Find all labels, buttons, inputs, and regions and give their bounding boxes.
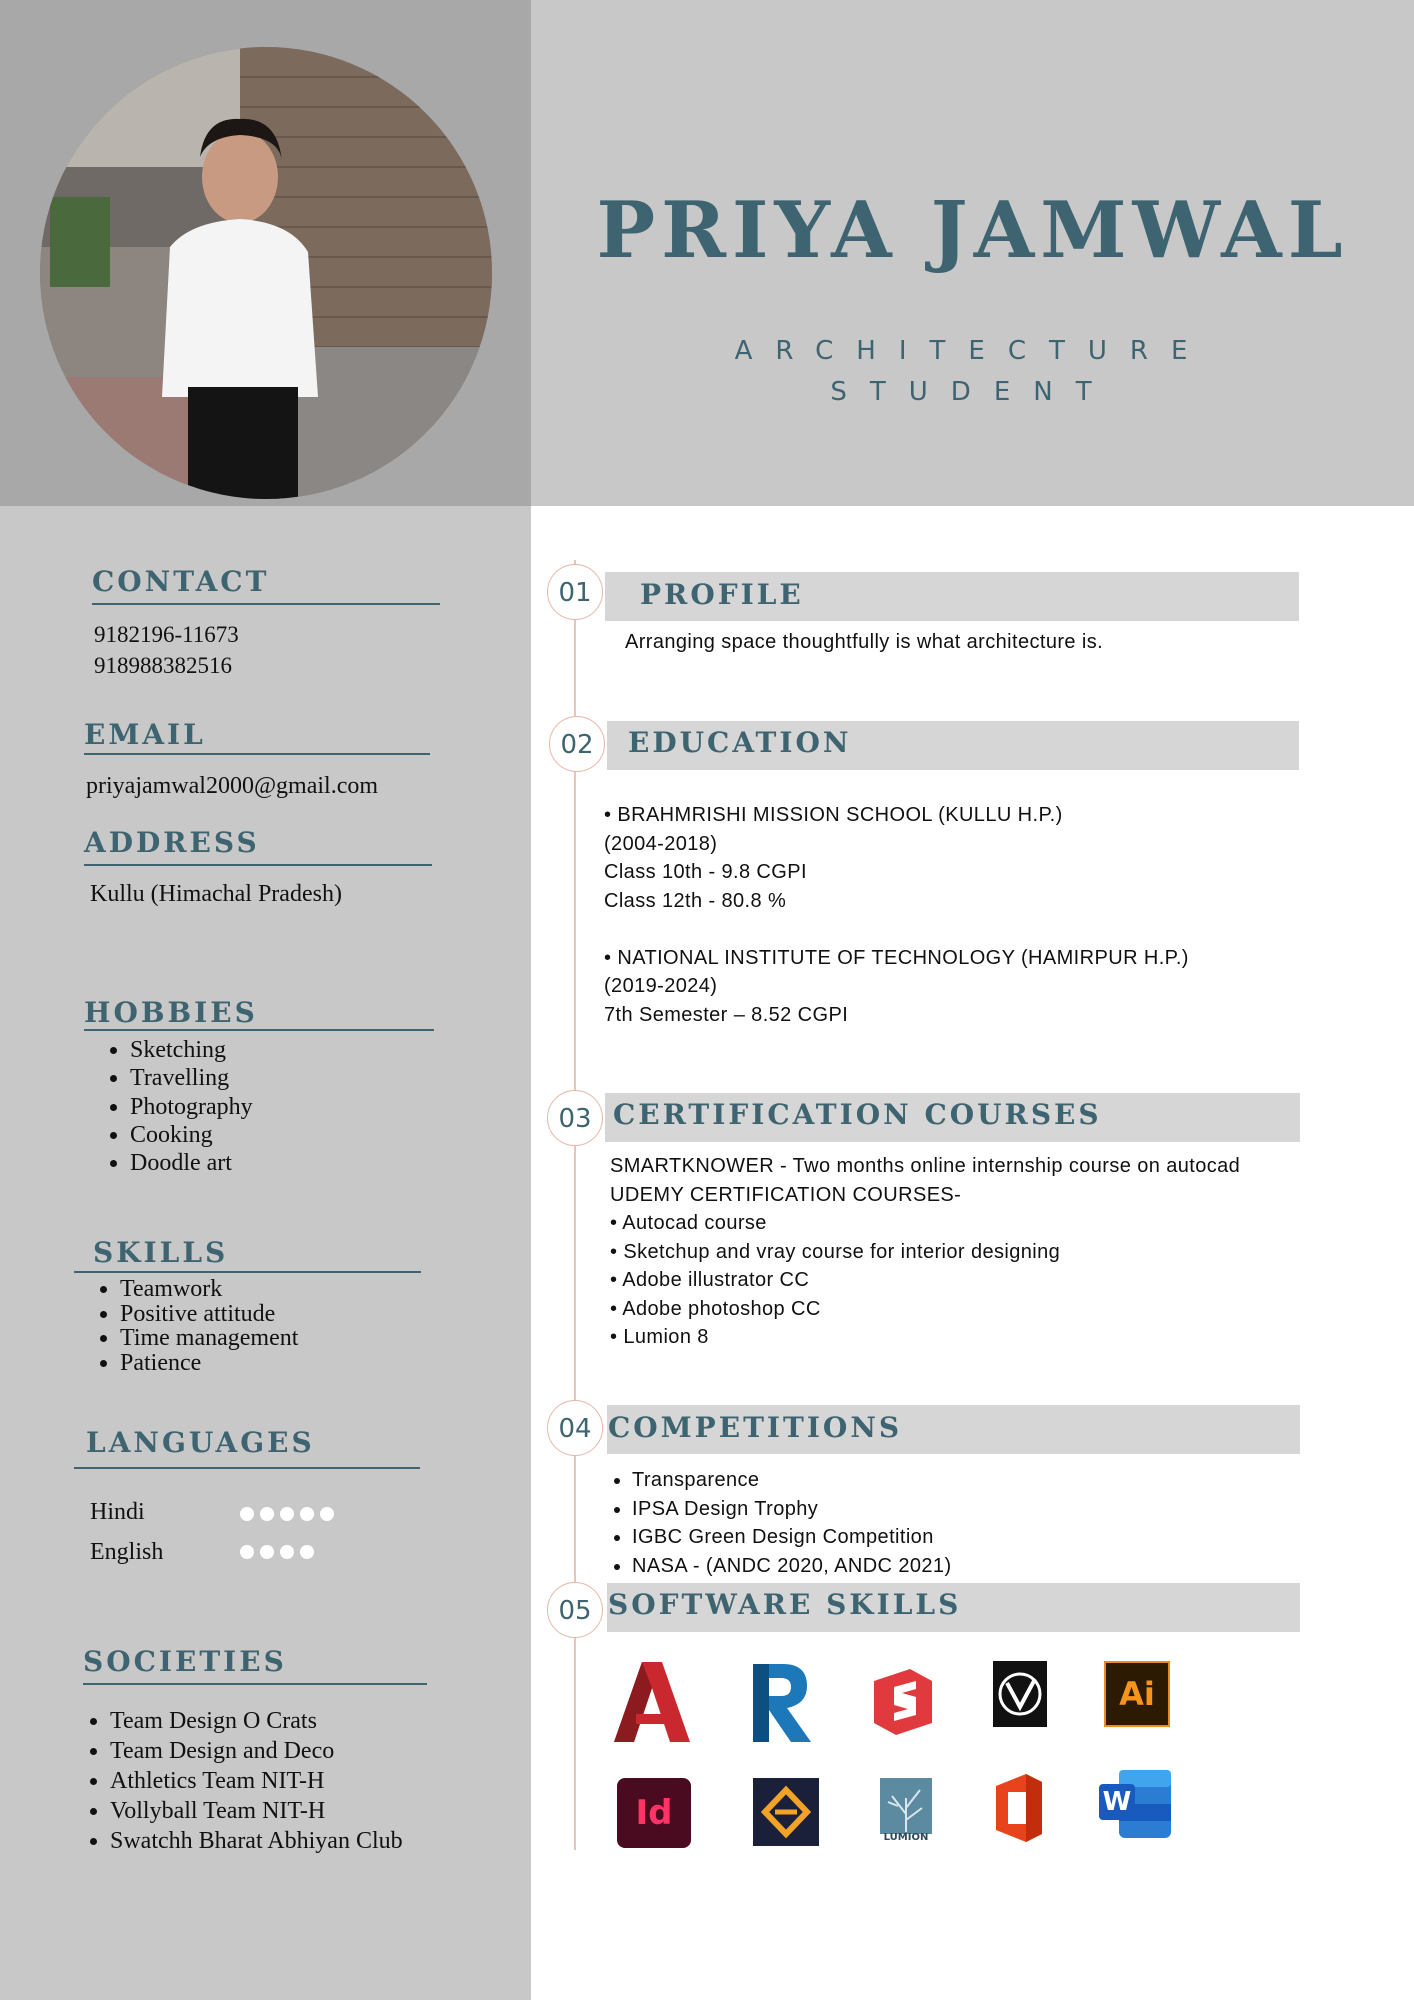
rating-dot <box>240 1545 254 1559</box>
education-line: (2004-2018) <box>604 832 718 855</box>
list-item: • Patience <box>120 1351 298 1376</box>
language-rating-english <box>240 1545 340 1559</box>
language-name-hindi: Hindi <box>90 1499 145 1525</box>
section-number-04: 04 <box>547 1400 603 1456</box>
profile-text: Arranging space thoughtfully is what architecture is. <box>625 631 1104 653</box>
contact-heading: CONTACT <box>92 565 270 598</box>
indesign-icon: Id <box>617 1778 691 1848</box>
list-item: • NASA - (ANDC 2020, ANDC 2021) <box>632 1552 952 1581</box>
education-line: • BRAHMRISHI MISSION SCHOOL (KULLU H.P.) <box>604 804 1063 826</box>
rating-dot <box>300 1507 314 1521</box>
candidate-name: PRIYA JAMWAL <box>596 185 1349 276</box>
rating-dot <box>320 1507 334 1521</box>
education-line <box>604 915 1189 944</box>
email-underline <box>84 753 430 755</box>
section-number-05: 05 <box>547 1582 603 1638</box>
vray-icon <box>993 1661 1047 1727</box>
certification-line: UDEMY CERTIFICATION COURSES- <box>610 1183 962 1206</box>
education-line: Class 10th - 9.8 CGPI <box>604 861 807 883</box>
list-item: • Transparence <box>632 1466 952 1495</box>
rating-dot <box>260 1545 274 1559</box>
list-item: • Swatchh Bharat Abhiyan Club <box>110 1826 403 1856</box>
email-heading: EMAIL <box>84 718 206 751</box>
email-address: priyajamwal2000@gmail.com <box>86 773 379 799</box>
rating-dot <box>260 1507 274 1521</box>
profile-heading: PROFILE <box>640 578 804 611</box>
portrait-image <box>40 47 492 499</box>
list-item: • Cooking <box>130 1121 253 1149</box>
language-name-english: English <box>90 1539 164 1565</box>
job-title-line-2: STUDENT <box>830 377 1115 407</box>
hobbies-list <box>92 1036 253 1177</box>
address-underline <box>84 864 432 866</box>
list-item: • IPSA Design Trophy <box>632 1495 952 1524</box>
education-details <box>604 801 1189 1029</box>
education-heading: EDUCATION <box>628 726 852 759</box>
certification-line: • Adobe illustrator CC <box>610 1269 810 1291</box>
phone-number-1: 9182196-11673 <box>94 622 239 647</box>
certification-line: • Sketchup and vray course for interior designing <box>610 1240 1061 1263</box>
list-item: • Travelling <box>130 1064 253 1092</box>
language-rating-hindi <box>240 1507 340 1521</box>
rating-dot <box>280 1507 294 1521</box>
certification-details <box>610 1152 1240 1352</box>
autocad-icon <box>612 1660 692 1744</box>
revit-icon <box>749 1660 813 1744</box>
skills-underline <box>74 1271 421 1273</box>
skills-list <box>82 1277 298 1375</box>
rating-dot <box>240 1507 254 1521</box>
section-number-03: 03 <box>547 1090 603 1146</box>
skills-heading: SKILLS <box>93 1236 229 1269</box>
address-value: Kullu (Himachal Pradesh) <box>90 881 342 907</box>
enscape-icon <box>753 1778 819 1846</box>
section-number-01: 01 <box>547 564 603 620</box>
list-item: • Time management <box>120 1326 298 1351</box>
list-item: • Team Design O Crats <box>110 1706 403 1736</box>
education-line: Class 12th - 80.8 % <box>604 889 787 912</box>
profile-photo <box>40 47 492 499</box>
education-line: • NATIONAL INSTITUTE OF TECHNOLOGY (HAMIRPUR H.P.) <box>604 946 1189 969</box>
list-item: • Sketching <box>130 1036 253 1064</box>
list-item: • IGBC Green Design Competition <box>632 1523 952 1552</box>
societies-list <box>72 1706 403 1856</box>
lumion-label: LUMION <box>883 1832 929 1843</box>
education-line: 7th Semester – 8.52 CGPI <box>604 1003 849 1026</box>
contact-underline <box>92 603 440 605</box>
list-item: • Athletics Team NIT-H <box>110 1766 403 1796</box>
sketchup-icon <box>870 1667 936 1737</box>
software-heading: SOFTWARE SKILLS <box>608 1588 962 1621</box>
list-item: • Positive attitude <box>120 1302 298 1327</box>
languages-heading: LANGUAGES <box>86 1426 315 1459</box>
societies-underline <box>83 1683 427 1685</box>
office-icon <box>990 1772 1048 1844</box>
rating-dot <box>280 1545 294 1559</box>
phone-number-2: 918988382516 <box>94 653 232 678</box>
rating-dot <box>300 1545 314 1559</box>
list-item: • Vollyball Team NIT-H <box>110 1796 403 1826</box>
section-number-02: 02 <box>549 716 605 772</box>
hobbies-underline <box>84 1029 434 1031</box>
word-letter: W <box>1102 1787 1132 1817</box>
languages-underline <box>74 1467 420 1469</box>
certification-line: • Lumion 8 <box>610 1326 709 1348</box>
certification-line: • Adobe photoshop CC <box>610 1297 821 1320</box>
certification-heading: CERTIFICATION COURSES <box>613 1098 1102 1131</box>
list-item: • Teamwork <box>120 1277 298 1302</box>
certification-line: SMARTKNOWER - Two months online internship course on autocad <box>610 1155 1241 1177</box>
competitions-heading: COMPETITIONS <box>608 1411 903 1444</box>
list-item: • Doodle art <box>130 1149 253 1177</box>
certification-line: • Autocad course <box>610 1212 767 1234</box>
list-item: • Photography <box>130 1093 253 1121</box>
societies-heading: SOCIETIES <box>83 1645 287 1678</box>
job-title-line-1: ARCHITECTURE <box>734 336 1211 366</box>
address-heading: ADDRESS <box>84 826 260 859</box>
education-line: (2019-2024) <box>604 975 718 997</box>
hobbies-heading: HOBBIES <box>84 996 258 1029</box>
list-item: • Team Design and Deco <box>110 1736 403 1766</box>
competitions-list <box>602 1466 952 1580</box>
illustrator-icon: Ai <box>1104 1661 1170 1727</box>
